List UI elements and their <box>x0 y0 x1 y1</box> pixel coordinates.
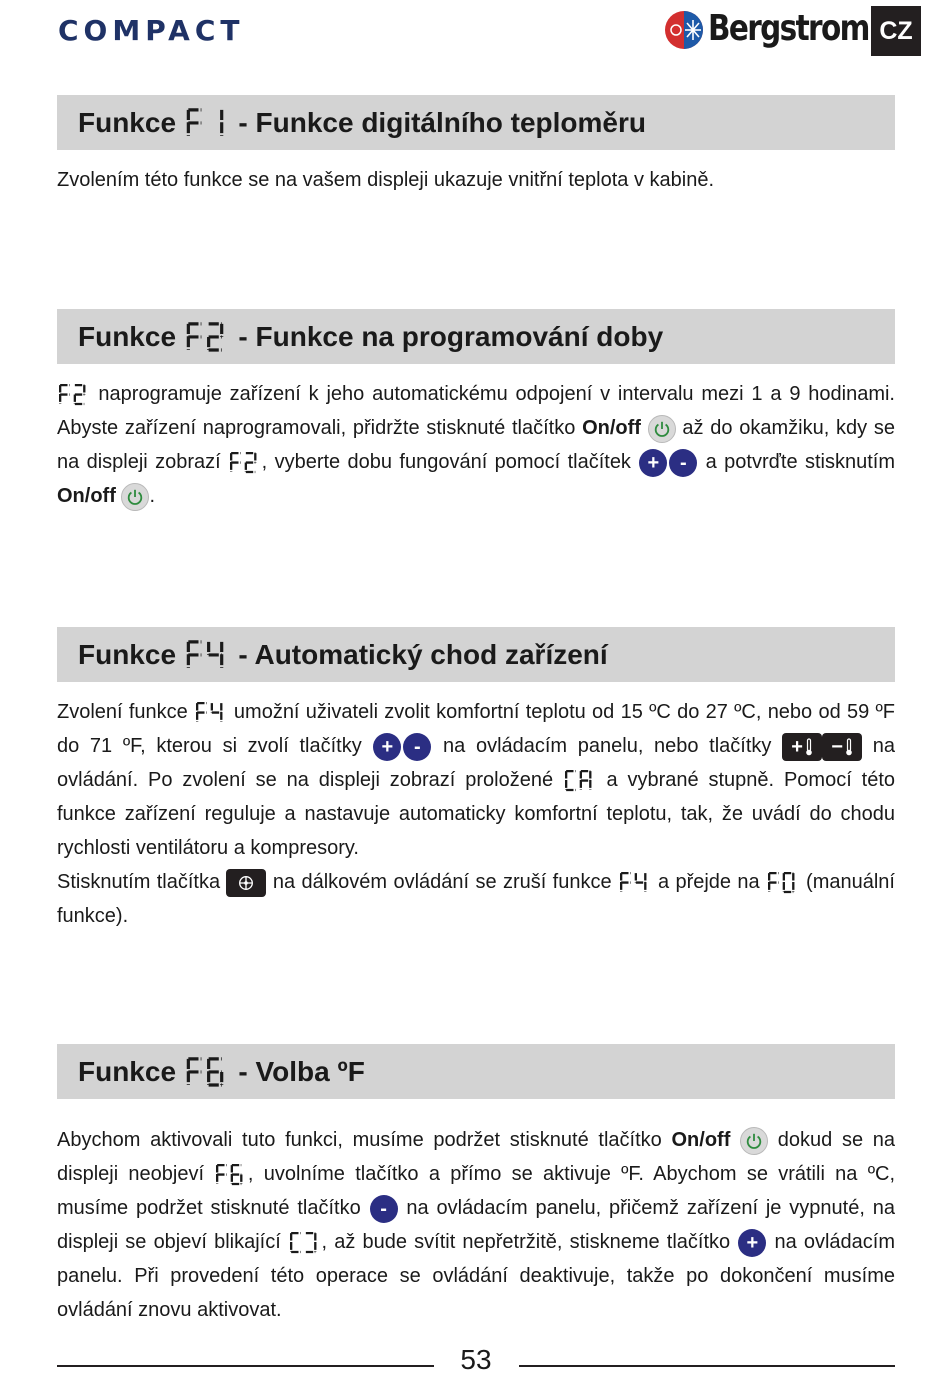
display-code-icon <box>194 701 228 724</box>
fan-remote-button-icon <box>226 869 266 897</box>
language-badge: CZ <box>871 6 921 56</box>
heading-title: - Funkce digitálního teploměru <box>238 106 646 138</box>
display-code-icon <box>288 1231 322 1254</box>
footer-rule-left <box>57 1365 434 1367</box>
minus-button-icon: - <box>669 449 697 477</box>
display-code-icon <box>618 871 652 894</box>
section-heading-f2 <box>57 309 895 364</box>
display-code-icon <box>214 1163 248 1186</box>
heading-title: - Funkce na programování doby <box>238 320 664 352</box>
logo-text: Bergstrom <box>708 8 869 49</box>
heading-title: - Volba ºF <box>238 1055 365 1087</box>
footer-rule-right <box>519 1365 895 1367</box>
section-body-f1: Zvolením této funkce se na vašem displeji ukazuje vnitřní teplota v kabině. <box>57 169 715 191</box>
section-heading-f6 <box>57 1044 895 1099</box>
heading-prefix: Funkce <box>78 1055 177 1087</box>
section-heading-f1 <box>57 95 895 150</box>
f1-segment-icon <box>184 107 230 139</box>
display-code-icon <box>766 871 800 894</box>
plus-button-icon: + <box>373 733 401 761</box>
section-body-f6: Abychom aktivovali tuto funkci, musíme podržet stisknuté tlačítko On/off dokud se na displeji neobjeví , uvolníme tlačítko a přímo se aktivuje ºF. Abychom se vrátili na ºC, musíme podržet stisknuté tlačítko - na ovládacím panelu, přičemž zařízení je vypnuté, na displeji se objeví blikající , až bude svítit nepřetržitě, stiskneme tlačítko + na ovládacím panelu. Při provedení této operace se ovládání deaktivuje, takže po dokončení musíme ovládání znovu aktivovat. <box>57 1123 895 1327</box>
plus-button-icon: + <box>738 1229 766 1257</box>
heading-prefix: Funkce <box>78 638 177 670</box>
temp-minus-remote-button-icon: − <box>822 733 862 761</box>
section-body-f2: naprogramuje zařízení k jeho automatickému odpojení v intervalu mezi 1 a 9 hodinami. Abyste zařízení naprogramovali, přidržte stisknuté tlačítko On/off až do okamžiku, kdy se na displeji zobrazí , vyberte dobu fungování pomocí tlačítek + - a potvrďte stisknutím On/off . <box>57 377 895 513</box>
brand-compact: COMPACT <box>58 14 245 47</box>
power-button-icon <box>648 415 676 443</box>
heading-prefix: Funkce <box>78 320 177 352</box>
plus-button-icon: + <box>639 449 667 477</box>
section-heading-f4 <box>57 627 895 682</box>
minus-button-icon: - <box>403 733 431 761</box>
page-number: 53 <box>460 1344 492 1375</box>
f4-segment-icon <box>184 639 230 671</box>
temp-plus-remote-button-icon: + <box>782 733 822 761</box>
minus-button-icon: - <box>370 1195 398 1223</box>
f6-segment-icon <box>184 1056 230 1088</box>
display-code-icon <box>57 383 91 406</box>
power-button-icon <box>740 1127 768 1155</box>
display-code-icon <box>228 451 262 474</box>
f2-segment-icon <box>184 321 230 353</box>
display-code-icon <box>563 769 597 792</box>
section-body-f4: Zvolení funkce umožní uživateli zvolit komfortní teplotu od 15 ºC do 27 ºC, nebo od 59 ºF do 71 ºF, kterou si zvolí tlačítky + - na ovládacím panelu, nebo tlačítky + − na ovládání. Po zvolení se na displeji zobrazí proložené a vybrané stupně. Pomocí této funkce zařízení reguluje a nastavuje automaticky komfortní teplotu, tak, že uvádí do chodu rychlosti ventilátoru a kompresory. Stisknutím tlačítka na dálkovém ovládání se zruší funkce a přejde na (manuální funkce). <box>57 701 896 927</box>
power-button-icon <box>121 483 149 511</box>
logo-globe-icon <box>664 10 704 50</box>
heading-prefix: Funkce <box>78 106 177 138</box>
heading-title: - Automatický chod zařízení <box>238 638 608 670</box>
